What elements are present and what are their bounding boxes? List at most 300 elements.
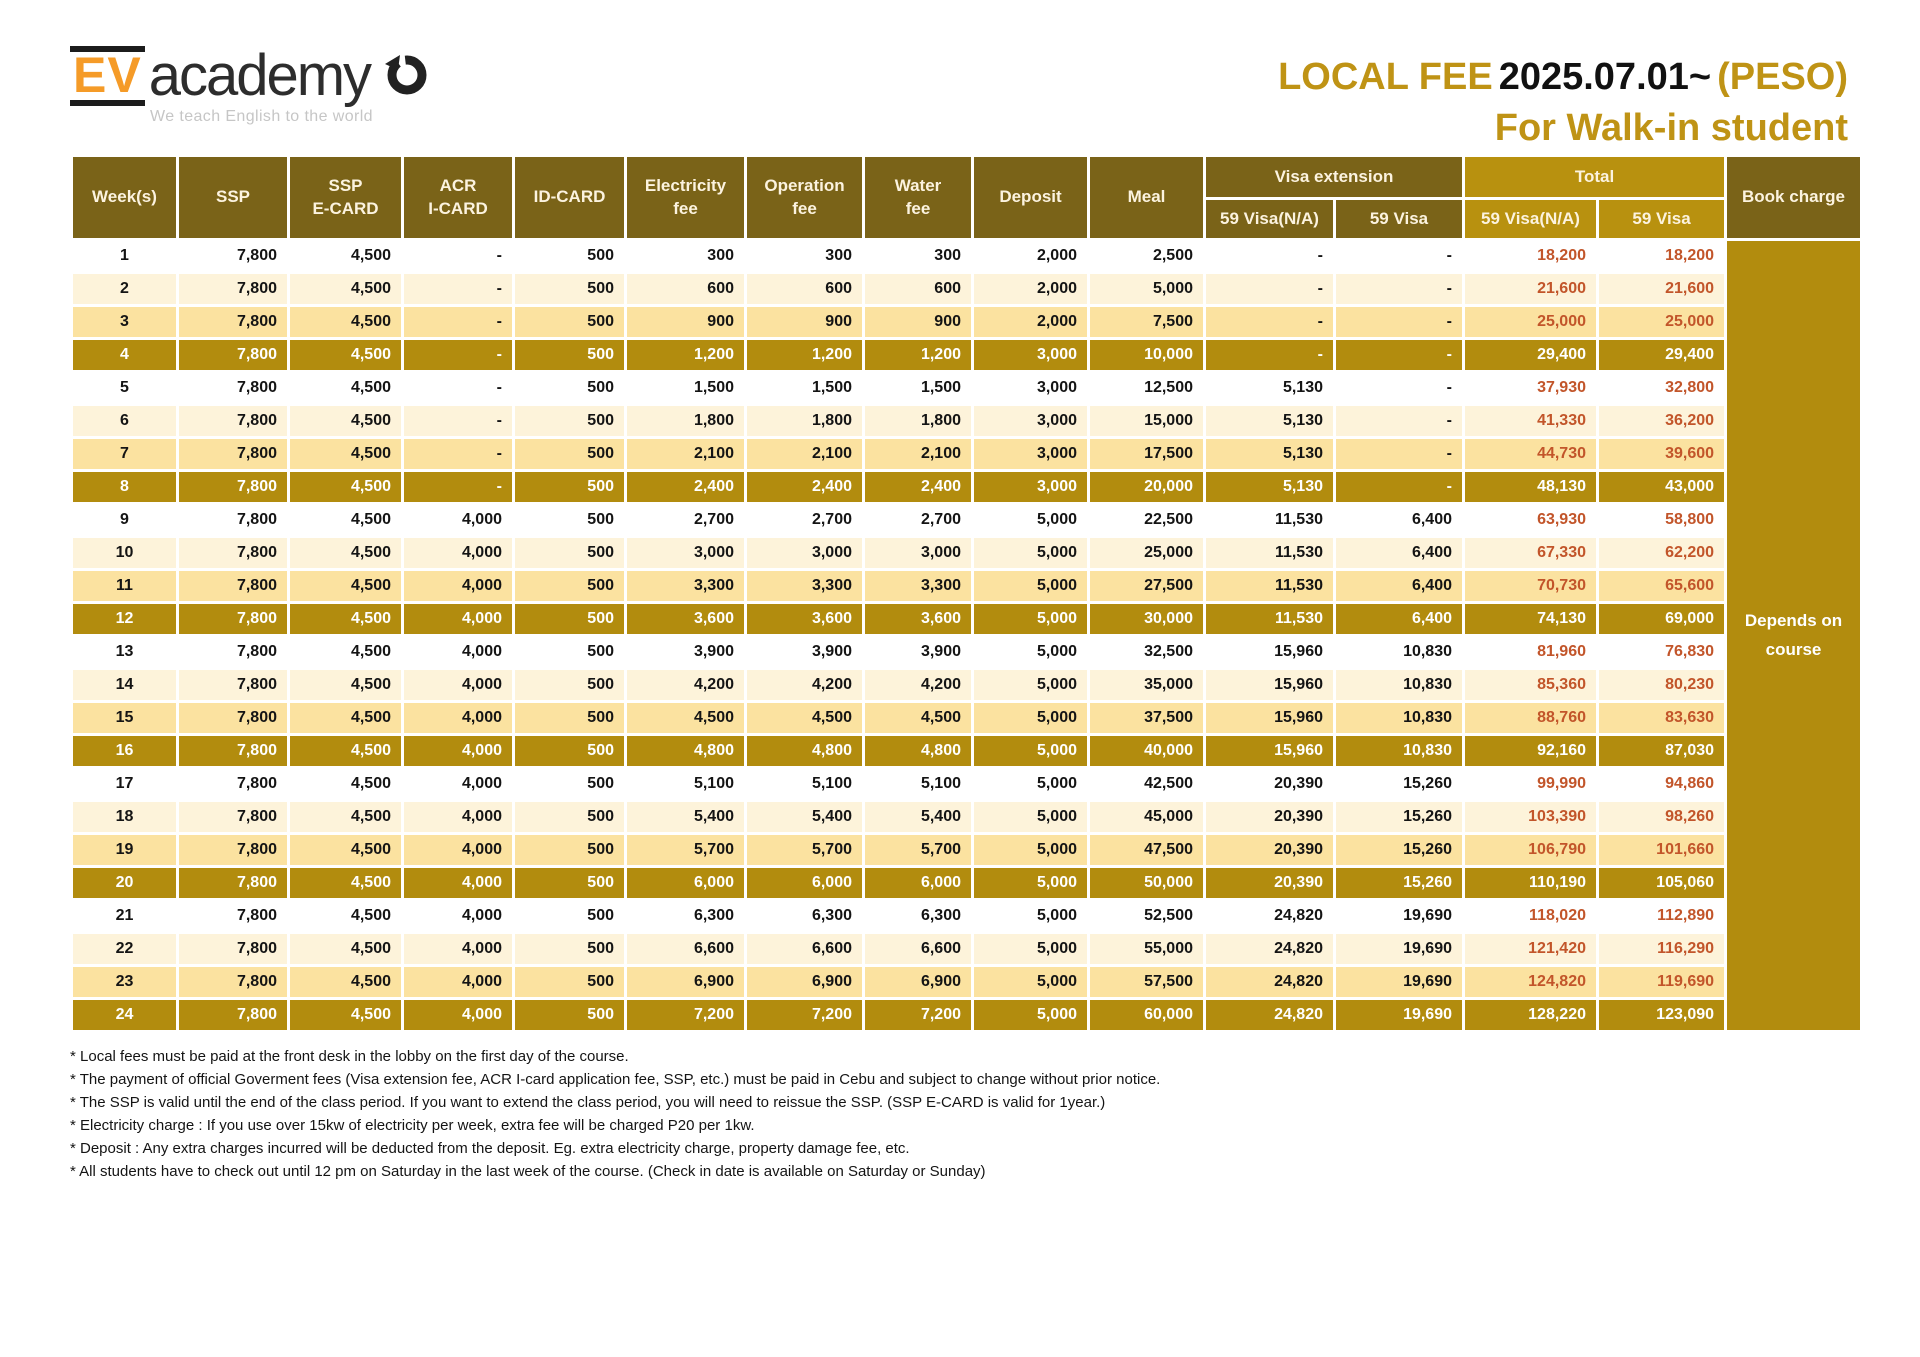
cell-operation-fee-week-6: 1,800	[747, 406, 862, 436]
cell-visa-ext-59-visa-na-week-9: 11,530	[1206, 505, 1333, 535]
cell-total-59-visa-na-week-2: 21,600	[1465, 274, 1596, 304]
page-title	[1278, 56, 1848, 99]
cell-week-week-23: 23	[73, 967, 176, 997]
cell-electricity-fee-week-19: 5,700	[627, 835, 744, 865]
table-row-week-1	[73, 241, 1860, 271]
cell-acr-icard-week-2: -	[404, 274, 512, 304]
cell-ssp-ecard-week-20: 4,500	[290, 868, 401, 898]
cell-total-59-visa-week-19: 101,660	[1599, 835, 1724, 865]
cell-visa-ext-59-visa-na-week-6: 5,130	[1206, 406, 1333, 436]
cell-total-59-visa-week-3: 25,000	[1599, 307, 1724, 337]
cell-total-59-visa-na-week-7: 44,730	[1465, 439, 1596, 469]
cell-total-59-visa-week-6: 36,200	[1599, 406, 1724, 436]
cell-visa-ext-59-visa-na-week-18: 20,390	[1206, 802, 1333, 832]
cell-ssp-ecard-week-10: 4,500	[290, 538, 401, 568]
cell-water-fee-week-18: 5,400	[865, 802, 971, 832]
cell-meal-week-12: 30,000	[1090, 604, 1203, 634]
cell-week-week-14: 14	[73, 670, 176, 700]
cell-week-week-4: 4	[73, 340, 176, 370]
cell-ssp-week-23: 7,800	[179, 967, 287, 997]
cell-ssp-ecard-week-11: 4,500	[290, 571, 401, 601]
table-row-week-17	[73, 769, 1860, 799]
cell-acr-icard-week-22: 4,000	[404, 934, 512, 964]
cell-visa-ext-59-visa-week-17: 15,260	[1336, 769, 1462, 799]
logo-tagline: We teach English to the world	[150, 107, 373, 125]
cell-operation-fee-week-2: 600	[747, 274, 862, 304]
cell-ssp-ecard-week-2: 4,500	[290, 274, 401, 304]
cell-total-59-visa-na-week-9: 63,930	[1465, 505, 1596, 535]
cell-week-week-10: 10	[73, 538, 176, 568]
cell-week-week-20: 20	[73, 868, 176, 898]
cell-electricity-fee-week-10: 3,000	[627, 538, 744, 568]
cell-visa-ext-59-visa-week-13: 10,830	[1336, 637, 1462, 667]
cell-week-week-13: 13	[73, 637, 176, 667]
cell-week-week-2: 2	[73, 274, 176, 304]
cell-ssp-week-20: 7,800	[179, 868, 287, 898]
cell-acr-icard-week-21: 4,000	[404, 901, 512, 931]
cell-acr-icard-week-7: -	[404, 439, 512, 469]
cell-id-card-week-3: 500	[515, 307, 624, 337]
cell-acr-icard-week-13: 4,000	[404, 637, 512, 667]
cell-electricity-fee-week-21: 6,300	[627, 901, 744, 931]
cell-week-week-8: 8	[73, 472, 176, 502]
fee-table-header	[73, 157, 1860, 238]
cell-total-59-visa-week-17: 94,860	[1599, 769, 1724, 799]
cell-ssp-ecard-week-16: 4,500	[290, 736, 401, 766]
cell-ssp-week-6: 7,800	[179, 406, 287, 436]
table-row-week-7	[73, 439, 1860, 469]
cell-week-week-16: 16	[73, 736, 176, 766]
cell-visa-ext-59-visa-week-5: -	[1336, 373, 1462, 403]
cell-acr-icard-week-23: 4,000	[404, 967, 512, 997]
cell-water-fee-week-10: 3,000	[865, 538, 971, 568]
cell-id-card-week-19: 500	[515, 835, 624, 865]
cell-deposit-week-7: 3,000	[974, 439, 1087, 469]
cell-id-card-week-4: 500	[515, 340, 624, 370]
cell-ssp-ecard-week-5: 4,500	[290, 373, 401, 403]
cell-acr-icard-week-10: 4,000	[404, 538, 512, 568]
cell-water-fee-week-22: 6,600	[865, 934, 971, 964]
col-header-water-fee: Water fee	[865, 157, 971, 238]
cell-ssp-week-24: 7,800	[179, 1000, 287, 1030]
cell-total-59-visa-na-week-17: 99,990	[1465, 769, 1596, 799]
cell-acr-icard-week-5: -	[404, 373, 512, 403]
cell-electricity-fee-week-15: 4,500	[627, 703, 744, 733]
cell-total-59-visa-na-week-5: 37,930	[1465, 373, 1596, 403]
cell-ssp-week-10: 7,800	[179, 538, 287, 568]
col-header-meal: Meal	[1090, 157, 1203, 238]
logo-circle-arrow-icon	[382, 49, 430, 102]
cell-ssp-ecard-week-4: 4,500	[290, 340, 401, 370]
cell-visa-ext-59-visa-week-6: -	[1336, 406, 1462, 436]
cell-visa-ext-59-visa-week-11: 6,400	[1336, 571, 1462, 601]
footnote: * The SSP is valid until the end of the class period. If you want to extend the class period, you will need to reissue the SSP. (SSP E-CARD is valid for 1year.)	[70, 1094, 1106, 1111]
cell-total-59-visa-week-18: 98,260	[1599, 802, 1724, 832]
cell-visa-ext-59-visa-na-week-7: 5,130	[1206, 439, 1333, 469]
footnote: * All students have to check out until 12 pm on Saturday in the last week of the course. (Check in date is available on Saturday or Sunday)	[70, 1163, 986, 1180]
cell-meal-week-20: 50,000	[1090, 868, 1203, 898]
table-row-week-23	[73, 967, 1860, 997]
cell-operation-fee-week-4: 1,200	[747, 340, 862, 370]
cell-electricity-fee-week-5: 1,500	[627, 373, 744, 403]
cell-ssp-ecard-week-3: 4,500	[290, 307, 401, 337]
cell-acr-icard-week-12: 4,000	[404, 604, 512, 634]
title-currency: (PESO)	[1717, 56, 1848, 98]
col-header-electricity-fee: Electricity fee	[627, 157, 744, 238]
cell-water-fee-week-19: 5,700	[865, 835, 971, 865]
cell-ssp-week-8: 7,800	[179, 472, 287, 502]
cell-total-59-visa-na-week-1: 18,200	[1465, 241, 1596, 271]
cell-ssp-week-17: 7,800	[179, 769, 287, 799]
cell-acr-icard-week-24: 4,000	[404, 1000, 512, 1030]
cell-meal-week-14: 35,000	[1090, 670, 1203, 700]
table-row-week-21	[73, 901, 1860, 931]
cell-id-card-week-1: 500	[515, 241, 624, 271]
cell-operation-fee-week-20: 6,000	[747, 868, 862, 898]
cell-visa-ext-59-visa-na-week-16: 15,960	[1206, 736, 1333, 766]
cell-acr-icard-week-6: -	[404, 406, 512, 436]
cell-total-59-visa-na-week-21: 118,020	[1465, 901, 1596, 931]
cell-visa-ext-59-visa-na-week-20: 20,390	[1206, 868, 1333, 898]
cell-water-fee-week-8: 2,400	[865, 472, 971, 502]
cell-deposit-week-10: 5,000	[974, 538, 1087, 568]
cell-week-week-11: 11	[73, 571, 176, 601]
cell-ssp-week-21: 7,800	[179, 901, 287, 931]
sub-header-visa-extension-0: 59 Visa(N/A)	[1206, 200, 1333, 238]
cell-id-card-week-20: 500	[515, 868, 624, 898]
cell-ssp-ecard-week-12: 4,500	[290, 604, 401, 634]
cell-visa-ext-59-visa-week-4: -	[1336, 340, 1462, 370]
cell-id-card-week-2: 500	[515, 274, 624, 304]
cell-ssp-week-1: 7,800	[179, 241, 287, 271]
cell-total-59-visa-na-week-3: 25,000	[1465, 307, 1596, 337]
cell-visa-ext-59-visa-na-week-22: 24,820	[1206, 934, 1333, 964]
cell-total-59-visa-week-22: 116,290	[1599, 934, 1724, 964]
cell-total-59-visa-na-week-20: 110,190	[1465, 868, 1596, 898]
cell-meal-week-13: 32,500	[1090, 637, 1203, 667]
cell-meal-week-16: 40,000	[1090, 736, 1203, 766]
table-row-week-11	[73, 571, 1860, 601]
footnote: * Deposit : Any extra charges incurred will be deducted from the deposit. Eg. extra electricity charge, property damage fee, etc.	[70, 1140, 910, 1157]
col-header-operation-fee: Operation fee	[747, 157, 862, 238]
cell-visa-ext-59-visa-na-week-4: -	[1206, 340, 1333, 370]
title-subtitle: For Walk-in student	[1494, 107, 1848, 149]
cell-meal-week-7: 17,500	[1090, 439, 1203, 469]
cell-ssp-ecard-week-15: 4,500	[290, 703, 401, 733]
cell-ssp-week-18: 7,800	[179, 802, 287, 832]
cell-electricity-fee-week-17: 5,100	[627, 769, 744, 799]
cell-id-card-week-16: 500	[515, 736, 624, 766]
cell-deposit-week-6: 3,000	[974, 406, 1087, 436]
cell-acr-icard-week-8: -	[404, 472, 512, 502]
cell-visa-ext-59-visa-week-23: 19,690	[1336, 967, 1462, 997]
cell-water-fee-week-21: 6,300	[865, 901, 971, 931]
cell-deposit-week-19: 5,000	[974, 835, 1087, 865]
cell-ssp-week-16: 7,800	[179, 736, 287, 766]
cell-deposit-week-22: 5,000	[974, 934, 1087, 964]
title-block	[1278, 46, 1848, 150]
cell-total-59-visa-week-11: 65,600	[1599, 571, 1724, 601]
cell-total-59-visa-week-10: 62,200	[1599, 538, 1724, 568]
cell-deposit-week-14: 5,000	[974, 670, 1087, 700]
cell-electricity-fee-week-12: 3,600	[627, 604, 744, 634]
cell-ssp-week-11: 7,800	[179, 571, 287, 601]
cell-deposit-week-2: 2,000	[974, 274, 1087, 304]
table-row-week-13	[73, 637, 1860, 667]
cell-meal-week-24: 60,000	[1090, 1000, 1203, 1030]
cell-operation-fee-week-24: 7,200	[747, 1000, 862, 1030]
cell-meal-week-11: 27,500	[1090, 571, 1203, 601]
cell-water-fee-week-20: 6,000	[865, 868, 971, 898]
cell-id-card-week-17: 500	[515, 769, 624, 799]
cell-total-59-visa-week-23: 119,690	[1599, 967, 1724, 997]
ev-academy-logo	[70, 42, 430, 126]
sub-header-visa-extension-1: 59 Visa	[1336, 200, 1462, 238]
cell-meal-week-22: 55,000	[1090, 934, 1203, 964]
cell-deposit-week-24: 5,000	[974, 1000, 1087, 1030]
cell-water-fee-week-16: 4,800	[865, 736, 971, 766]
cell-week-week-3: 3	[73, 307, 176, 337]
cell-electricity-fee-week-2: 600	[627, 274, 744, 304]
logo-ev-text: EV	[70, 46, 145, 106]
cell-electricity-fee-week-18: 5,400	[627, 802, 744, 832]
table-row-week-24	[73, 1000, 1860, 1030]
cell-meal-week-15: 37,500	[1090, 703, 1203, 733]
cell-visa-ext-59-visa-na-week-17: 20,390	[1206, 769, 1333, 799]
cell-ssp-week-2: 7,800	[179, 274, 287, 304]
book-charge-note: Depends on course	[1727, 241, 1860, 1030]
cell-operation-fee-week-10: 3,000	[747, 538, 862, 568]
cell-ssp-week-19: 7,800	[179, 835, 287, 865]
table-row-week-14	[73, 670, 1860, 700]
title-local-fee: LOCAL FEE	[1278, 56, 1493, 98]
cell-week-week-22: 22	[73, 934, 176, 964]
table-row-week-2	[73, 274, 1860, 304]
table-row-week-20	[73, 868, 1860, 898]
cell-acr-icard-week-1: -	[404, 241, 512, 271]
cell-deposit-week-17: 5,000	[974, 769, 1087, 799]
title-date: 2025.07.01~	[1498, 56, 1712, 98]
cell-water-fee-week-4: 1,200	[865, 340, 971, 370]
col-header-id-card: ID-CARD	[515, 157, 624, 238]
cell-total-59-visa-week-14: 80,230	[1599, 670, 1724, 700]
cell-total-59-visa-na-week-22: 121,420	[1465, 934, 1596, 964]
cell-operation-fee-week-1: 300	[747, 241, 862, 271]
cell-deposit-week-5: 3,000	[974, 373, 1087, 403]
cell-total-59-visa-week-9: 58,800	[1599, 505, 1724, 535]
cell-visa-ext-59-visa-week-12: 6,400	[1336, 604, 1462, 634]
cell-electricity-fee-week-24: 7,200	[627, 1000, 744, 1030]
cell-visa-ext-59-visa-week-19: 15,260	[1336, 835, 1462, 865]
cell-electricity-fee-week-13: 3,900	[627, 637, 744, 667]
cell-visa-ext-59-visa-week-21: 19,690	[1336, 901, 1462, 931]
cell-total-59-visa-week-24: 123,090	[1599, 1000, 1724, 1030]
cell-meal-week-17: 42,500	[1090, 769, 1203, 799]
cell-operation-fee-week-16: 4,800	[747, 736, 862, 766]
cell-visa-ext-59-visa-week-1: -	[1336, 241, 1462, 271]
cell-water-fee-week-3: 900	[865, 307, 971, 337]
cell-deposit-week-11: 5,000	[974, 571, 1087, 601]
cell-operation-fee-week-9: 2,700	[747, 505, 862, 535]
cell-id-card-week-24: 500	[515, 1000, 624, 1030]
cell-ssp-week-22: 7,800	[179, 934, 287, 964]
cell-total-59-visa-na-week-13: 81,960	[1465, 637, 1596, 667]
table-row-week-9	[73, 505, 1860, 535]
cell-ssp-ecard-week-21: 4,500	[290, 901, 401, 931]
cell-total-59-visa-na-week-6: 41,330	[1465, 406, 1596, 436]
cell-operation-fee-week-15: 4,500	[747, 703, 862, 733]
cell-week-week-24: 24	[73, 1000, 176, 1030]
table-row-week-22	[73, 934, 1860, 964]
table-row-week-4	[73, 340, 1860, 370]
cell-ssp-ecard-week-13: 4,500	[290, 637, 401, 667]
footnote: * The payment of official Goverment fees (Visa extension fee, ACR I-card application fee, SSP, etc.) must be paid in Cebu and subject to change without prior notice.	[70, 1071, 1161, 1088]
cell-total-59-visa-week-5: 32,800	[1599, 373, 1724, 403]
page-header	[70, 0, 1848, 150]
cell-total-59-visa-na-week-11: 70,730	[1465, 571, 1596, 601]
cell-visa-ext-59-visa-na-week-21: 24,820	[1206, 901, 1333, 931]
cell-total-59-visa-week-20: 105,060	[1599, 868, 1724, 898]
table-row-week-16	[73, 736, 1860, 766]
cell-visa-ext-59-visa-na-week-19: 20,390	[1206, 835, 1333, 865]
cell-electricity-fee-week-14: 4,200	[627, 670, 744, 700]
cell-meal-week-6: 15,000	[1090, 406, 1203, 436]
cell-deposit-week-21: 5,000	[974, 901, 1087, 931]
cell-total-59-visa-na-week-12: 74,130	[1465, 604, 1596, 634]
cell-acr-icard-week-9: 4,000	[404, 505, 512, 535]
cell-id-card-week-15: 500	[515, 703, 624, 733]
group-header-total: Total	[1465, 157, 1724, 197]
cell-deposit-week-8: 3,000	[974, 472, 1087, 502]
cell-total-59-visa-na-week-10: 67,330	[1465, 538, 1596, 568]
cell-acr-icard-week-3: -	[404, 307, 512, 337]
cell-deposit-week-20: 5,000	[974, 868, 1087, 898]
cell-operation-fee-week-22: 6,600	[747, 934, 862, 964]
cell-deposit-week-16: 5,000	[974, 736, 1087, 766]
cell-meal-week-18: 45,000	[1090, 802, 1203, 832]
cell-ssp-ecard-week-8: 4,500	[290, 472, 401, 502]
cell-acr-icard-week-17: 4,000	[404, 769, 512, 799]
cell-visa-ext-59-visa-week-18: 15,260	[1336, 802, 1462, 832]
table-row-week-19	[73, 835, 1860, 865]
cell-meal-week-23: 57,500	[1090, 967, 1203, 997]
cell-electricity-fee-week-4: 1,200	[627, 340, 744, 370]
cell-ssp-week-4: 7,800	[179, 340, 287, 370]
table-row-week-18	[73, 802, 1860, 832]
cell-operation-fee-week-3: 900	[747, 307, 862, 337]
cell-visa-ext-59-visa-week-3: -	[1336, 307, 1462, 337]
col-header-week: Week(s)	[73, 157, 176, 238]
table-row-week-5	[73, 373, 1860, 403]
cell-meal-week-4: 10,000	[1090, 340, 1203, 370]
cell-visa-ext-59-visa-week-16: 10,830	[1336, 736, 1462, 766]
table-row-week-8	[73, 472, 1860, 502]
cell-total-59-visa-week-8: 43,000	[1599, 472, 1724, 502]
cell-deposit-week-23: 5,000	[974, 967, 1087, 997]
cell-meal-week-9: 22,500	[1090, 505, 1203, 535]
cell-total-59-visa-week-7: 39,600	[1599, 439, 1724, 469]
cell-water-fee-week-6: 1,800	[865, 406, 971, 436]
cell-deposit-week-9: 5,000	[974, 505, 1087, 535]
cell-visa-ext-59-visa-na-week-8: 5,130	[1206, 472, 1333, 502]
fee-table	[70, 154, 1863, 1033]
cell-week-week-17: 17	[73, 769, 176, 799]
cell-operation-fee-week-14: 4,200	[747, 670, 862, 700]
cell-electricity-fee-week-1: 300	[627, 241, 744, 271]
cell-water-fee-week-14: 4,200	[865, 670, 971, 700]
cell-water-fee-week-17: 5,100	[865, 769, 971, 799]
table-row-week-3	[73, 307, 1860, 337]
cell-visa-ext-59-visa-na-week-15: 15,960	[1206, 703, 1333, 733]
cell-deposit-week-18: 5,000	[974, 802, 1087, 832]
cell-ssp-ecard-week-18: 4,500	[290, 802, 401, 832]
cell-week-week-1: 1	[73, 241, 176, 271]
cell-water-fee-week-12: 3,600	[865, 604, 971, 634]
page	[70, 0, 1848, 1183]
cell-electricity-fee-week-6: 1,800	[627, 406, 744, 436]
cell-visa-ext-59-visa-week-2: -	[1336, 274, 1462, 304]
cell-total-59-visa-week-15: 83,630	[1599, 703, 1724, 733]
cell-ssp-ecard-week-6: 4,500	[290, 406, 401, 436]
cell-total-59-visa-week-21: 112,890	[1599, 901, 1724, 931]
cell-week-week-5: 5	[73, 373, 176, 403]
cell-water-fee-week-1: 300	[865, 241, 971, 271]
cell-visa-ext-59-visa-na-week-24: 24,820	[1206, 1000, 1333, 1030]
cell-acr-icard-week-16: 4,000	[404, 736, 512, 766]
cell-total-59-visa-week-12: 69,000	[1599, 604, 1724, 634]
cell-ssp-week-5: 7,800	[179, 373, 287, 403]
cell-meal-week-2: 5,000	[1090, 274, 1203, 304]
col-header-ssp-ecard: SSP E-CARD	[290, 157, 401, 238]
cell-acr-icard-week-4: -	[404, 340, 512, 370]
cell-id-card-week-13: 500	[515, 637, 624, 667]
cell-visa-ext-59-visa-week-22: 19,690	[1336, 934, 1462, 964]
cell-visa-ext-59-visa-na-week-3: -	[1206, 307, 1333, 337]
cell-water-fee-week-23: 6,900	[865, 967, 971, 997]
cell-visa-ext-59-visa-na-week-23: 24,820	[1206, 967, 1333, 997]
cell-operation-fee-week-19: 5,700	[747, 835, 862, 865]
cell-total-59-visa-na-week-15: 88,760	[1465, 703, 1596, 733]
cell-water-fee-week-5: 1,500	[865, 373, 971, 403]
cell-ssp-week-7: 7,800	[179, 439, 287, 469]
cell-total-59-visa-week-2: 21,600	[1599, 274, 1724, 304]
cell-id-card-week-18: 500	[515, 802, 624, 832]
cell-visa-ext-59-visa-week-15: 10,830	[1336, 703, 1462, 733]
col-header-deposit: Deposit	[974, 157, 1087, 238]
cell-acr-icard-week-19: 4,000	[404, 835, 512, 865]
cell-operation-fee-week-17: 5,100	[747, 769, 862, 799]
cell-id-card-week-12: 500	[515, 604, 624, 634]
cell-electricity-fee-week-22: 6,600	[627, 934, 744, 964]
cell-week-week-19: 19	[73, 835, 176, 865]
cell-meal-week-3: 7,500	[1090, 307, 1203, 337]
cell-ssp-week-9: 7,800	[179, 505, 287, 535]
cell-visa-ext-59-visa-week-24: 19,690	[1336, 1000, 1462, 1030]
cell-visa-ext-59-visa-na-week-11: 11,530	[1206, 571, 1333, 601]
cell-water-fee-week-11: 3,300	[865, 571, 971, 601]
cell-id-card-week-10: 500	[515, 538, 624, 568]
cell-id-card-week-22: 500	[515, 934, 624, 964]
cell-ssp-ecard-week-9: 4,500	[290, 505, 401, 535]
cell-ssp-ecard-week-19: 4,500	[290, 835, 401, 865]
col-header-ssp: SSP	[179, 157, 287, 238]
cell-visa-ext-59-visa-na-week-10: 11,530	[1206, 538, 1333, 568]
cell-meal-week-19: 47,500	[1090, 835, 1203, 865]
cell-ssp-ecard-week-17: 4,500	[290, 769, 401, 799]
cell-total-59-visa-week-16: 87,030	[1599, 736, 1724, 766]
cell-week-week-18: 18	[73, 802, 176, 832]
sub-header-total-0: 59 Visa(N/A)	[1465, 200, 1596, 238]
